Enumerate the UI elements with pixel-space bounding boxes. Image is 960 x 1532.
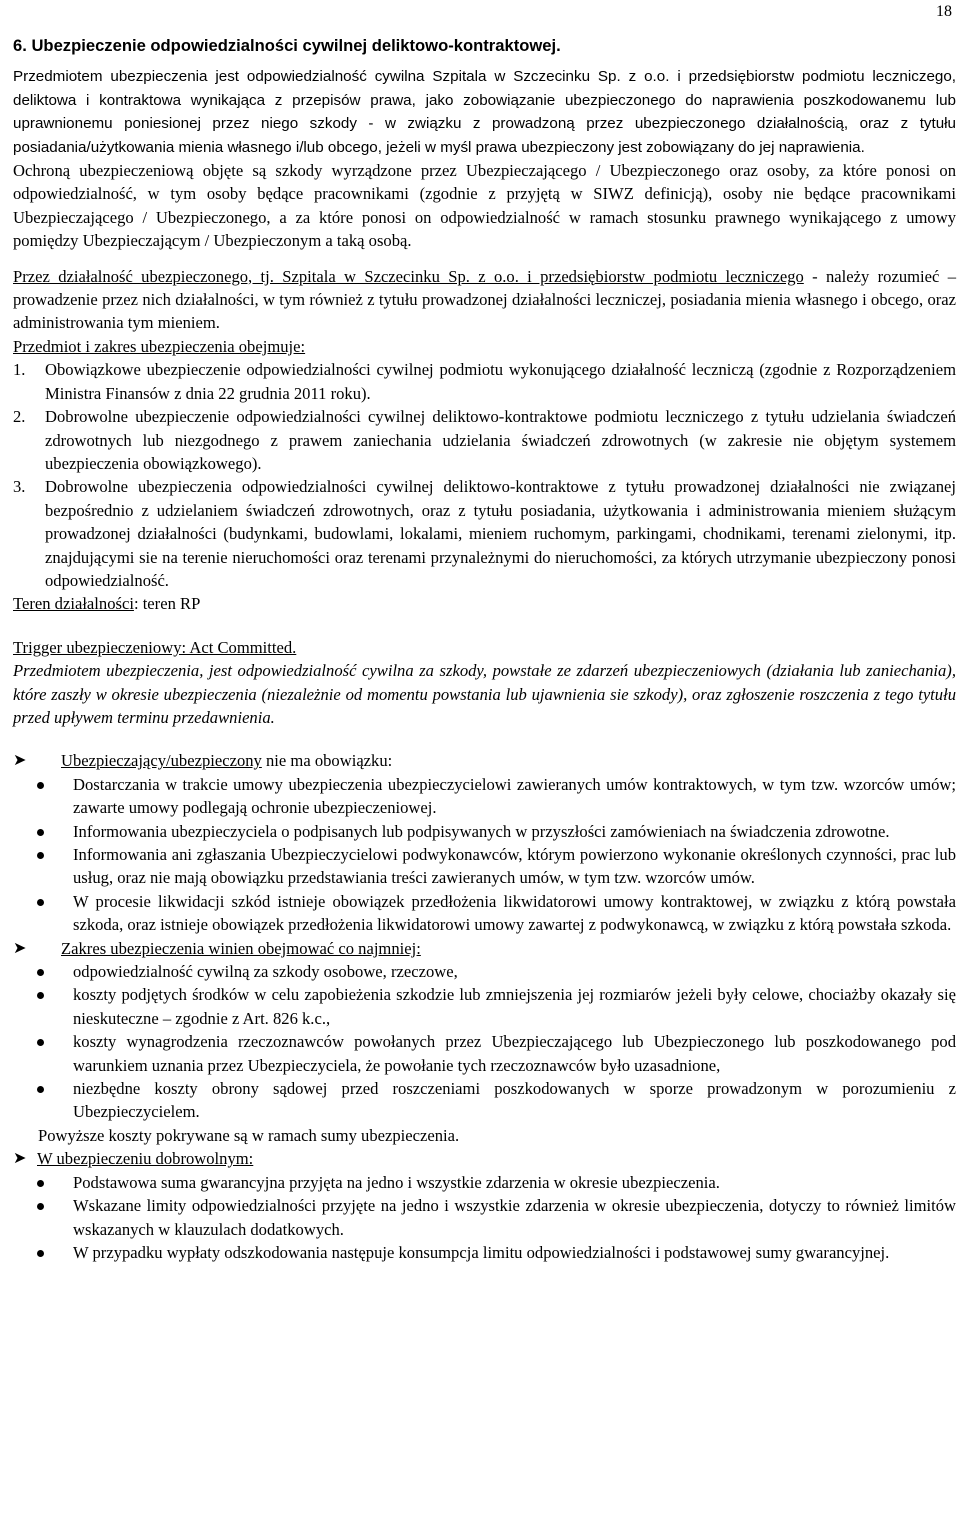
bullet-dot-icon: [13, 983, 73, 1006]
section-a-rest: nie ma obowiązku:: [261, 751, 393, 771]
bullet-dot-icon: [13, 1171, 73, 1194]
bullet-dot-icon: [13, 1194, 73, 1217]
bullet-item: [13, 1030, 956, 1077]
section-a-label: Ubezpieczający/ubezpieczony: [61, 751, 262, 771]
paragraph-subject: Przedmiotem ubezpieczenia jest odpowiedzialność cywilna Szpitala w Szczecinku Sp. z o.o. i przedsiębiorstw podmiotu leczniczego, deliktowa i kontraktowa wynikająca z przepisów prawa, jako zobowiązanie ubezpieczonego do naprawienia poszkodowanemu lub uprawnionemu poniesionej przez niego szkody - w związku z prowadzoną przez ubezpieczonego działalnością, oraz z tytułu posiadania/użytkowania mienia własnego i/lub obcego, jeżeli w myśl prawa ubezpieczony jest zobowiązany do jej naprawienia.: [13, 68, 956, 156]
activity-definition-rest: - należy rozumieć – prowadzenie przez nich działalności, w tym również z tytułu prowadzonej działalności leczniczej, posiadania mienia własnego i obcego, oraz administrowania tym mieniem.: [13, 266, 957, 333]
scope-item-number: 1.: [13, 360, 26, 380]
document-body: [13, 34, 956, 1264]
bullet-item: [13, 1241, 956, 1264]
bullet-dot-icon: [13, 773, 73, 796]
trigger-description-text: Przedmiotem ubezpieczenia, jest odpowiedzialność cywilna za szkody, powstałe ze zdarzeń ubezpieczeniowych (działania lub zaniechania), które zaszły w okresie ubezpieczenia (niezależnie od momentu powstania lub ujawnienia sie szkody), oraz zgłoszenie roszczenia z tego tytułu przed upływem terminu przedawnienia.: [13, 661, 956, 727]
arrow-bullet-icon: ➤: [13, 752, 27, 770]
bullet-text: Wskazane limity odpowiedzialności przyjęte na jedno i wszystkie zdarzenia w okresie ubezpieczenia, dotyczy to również limitów wskazanych w klauzulach dodatkowych.: [73, 1196, 956, 1239]
bullet-item: [13, 820, 956, 843]
section-c-label: W ubezpieczeniu dobrowolnym:: [37, 1149, 254, 1169]
bullet-text: niezbędne koszty obrony sądowej przed roszczeniami poszkodowanych w sporze prowadzonym w porozumieniu z Ubezpieczycielem.: [73, 1079, 956, 1122]
scope-item: [13, 475, 956, 592]
bullet-dot-icon: [13, 820, 73, 843]
arrow-bullet-icon: ➤: [13, 939, 27, 957]
bullet-item: [13, 960, 956, 983]
trigger-line: Trigger ubezpieczeniowy: Act Committed.: [13, 637, 297, 657]
bullet-text: Podstawowa suma gwarancyjna przyjęta na jedno i wszystkie zdarzenia w okresie ubezpieczenia.: [73, 1172, 720, 1192]
bullet-text: Dostarczania w trakcie umowy ubezpieczenia ubezpieczycielowi zawieranych umów kontraktowych, w tym tzw. wzorców umów; zawarte umowy podlegają ochronie ubezpieczeniowej.: [73, 774, 956, 818]
bullet-item: [13, 983, 956, 1030]
arrow-bullet-icon: ➤: [13, 1150, 27, 1168]
scope-heading: Przedmiot i zakres ubezpieczenia obejmuje:: [13, 336, 306, 356]
bullet-text: koszty podjętych środków w celu zapobieżenia szkodzie lub zmniejszenia jej rozmiarów jeżeli były celowe, chociażby okazały się nieskuteczne – zgodnie z Art. 826 k.c.,: [73, 985, 956, 1028]
bullet-dot-icon: [13, 1241, 73, 1264]
bullet-dot-icon: [13, 1077, 73, 1100]
section-c-header: [13, 1147, 956, 1170]
bullet-item: [13, 843, 956, 890]
bullet-item: [13, 890, 956, 937]
bullet-text: W procesie likwidacji szkód istnieje obowiązek przedłożenia likwidatorowi umowy kontraktowej, w związku z którą powstała szkoda, oraz istnieje obowiązek przedłożenia likwidatorowi umowy zawartej z podwykonawcą, w związku z którą powstała szkoda.: [73, 891, 956, 935]
paragraph-activity: [13, 265, 956, 335]
bullet-text: odpowiedzialność cywilną za szkody osobowe, rzeczowe,: [73, 962, 458, 982]
bullet-dot-icon: [13, 960, 73, 983]
section-b-label: Zakres ubezpieczenia winien obejmować co najmniej:: [61, 938, 421, 958]
scope-item-text: Dobrowolne ubezpieczenia odpowiedzialności cywilnej deliktowo-kontraktowe z tytułu prowadzonej działalności nie związanej bezpośrednio z udzielaniem świadczeń zdrowotnych, oraz z tytułu posiadania, użytkowania i administrowania mieniem służącym prowadzonej działalności (budynkami, budowlami, lokalami, mieniem ruchomym, parkingami, chodnikami, terenami zielonymi, itp. znajdującymi sie na terenie nieruchomości oraz terenami przynależnymi do nieruchomości, za których utrzymanie ubezpieczony ponosi odpowiedzialność.: [45, 477, 956, 590]
section-b-note: Powyższe koszty pokrywane są w ramach sumy ubezpieczenia.: [38, 1125, 460, 1145]
section-a-list: [13, 773, 956, 937]
section-c-list: [13, 1171, 956, 1265]
bullet-item: [13, 773, 956, 820]
bullet-text: Informowania ani zgłaszania Ubezpieczycielowi podwykonawców, którym powierzono wykonanie określonych czynności, prac lub usług, oraz nie mają obowiązku przedstawiania treści zawieranych umów, w tym tzw. wzorców umów.: [73, 845, 956, 888]
paragraph-coverage: Ochroną ubezpieczeniową objęte są szkody wyrządzone przez Ubezpieczającego / Ubezpieczonego oraz osoby, za które ponosi on odpowiedzialność, w tym osoby będące pracownikami (zgodnie z przyjętą w SIWZ definicją), osoby nie będące pracownikami Ubezpieczającego / Ubezpieczonego, a za które ponosi on odpowiedzialność w ramach stosunku prawnego wynikającego z umowy pomiędzy Ubezpieczającym / Ubezpieczonym a taką osobą.: [13, 161, 956, 251]
section-heading: 6. Ubezpieczenie odpowiedzialności cywilnej deliktowo-kontraktowej.: [13, 36, 561, 55]
bullet-text: Informowania ubezpieczyciela o podpisanych lub podpisywanych w przyszłości zamówieniach na świadczenia zdrowotne.: [73, 821, 890, 841]
bullet-dot-icon: [13, 843, 73, 866]
territory-line: [13, 592, 956, 615]
scope-item-text: Dobrowolne ubezpieczenie odpowiedzialności cywilnej deliktowo-kontraktowe podmiotu leczniczego z tytułu udzielania świadczeń zdrowotnych lub niezgodnego z prawem zaniechania udzielania świadczeń zdrowotnych (w zakresie nie objętym systemem ubezpieczenia obowiązkowego).: [45, 407, 956, 473]
page-number: 18: [936, 3, 952, 20]
trigger-description: [13, 659, 956, 729]
territory-label: Teren działalności: [13, 594, 134, 614]
bullet-item: [13, 1171, 956, 1194]
scope-item: [13, 405, 956, 475]
bullet-dot-icon: [13, 1030, 73, 1053]
bullet-text: koszty wynagrodzenia rzeczoznawców powołanych przez Ubezpieczającego lub Ubezpieczonego lub poszkodowanego pod warunkiem uznania przez Ubezpieczyciela, że powołanie tych rzeczoznawców było uzasadnione,: [73, 1032, 956, 1075]
section-a-header: [13, 749, 956, 772]
territory-value: : teren RP: [133, 594, 201, 614]
bullet-dot-icon: [13, 890, 73, 913]
bullet-item: [13, 1077, 956, 1124]
scope-item-number: 2.: [13, 407, 26, 427]
scope-item-text: Obowiązkowe ubezpieczenie odpowiedzialności cywilnej podmiotu wykonującego działalność leczniczą (zgodnie z Rozporządzeniem Ministra Finansów z dnia 22 grudnia 2011 roku).: [45, 360, 956, 403]
scope-item: [13, 358, 956, 405]
scope-list: [13, 358, 956, 592]
bullet-item: [13, 1194, 956, 1241]
activity-definition-underlined: Przez działalność ubezpieczonego, tj. Szpitala w Szczecinku Sp. z o.o. i przedsiębiorstw podmiotu leczniczego: [13, 266, 804, 286]
bullet-text: W przypadku wypłaty odszkodowania następuje konsumpcja limitu odpowiedzialności i podstawowej sumy gwarancyjnej.: [73, 1242, 890, 1262]
section-b-header: [13, 937, 956, 960]
section-b-list: [13, 960, 956, 1124]
scope-item-number: 3.: [13, 477, 26, 497]
